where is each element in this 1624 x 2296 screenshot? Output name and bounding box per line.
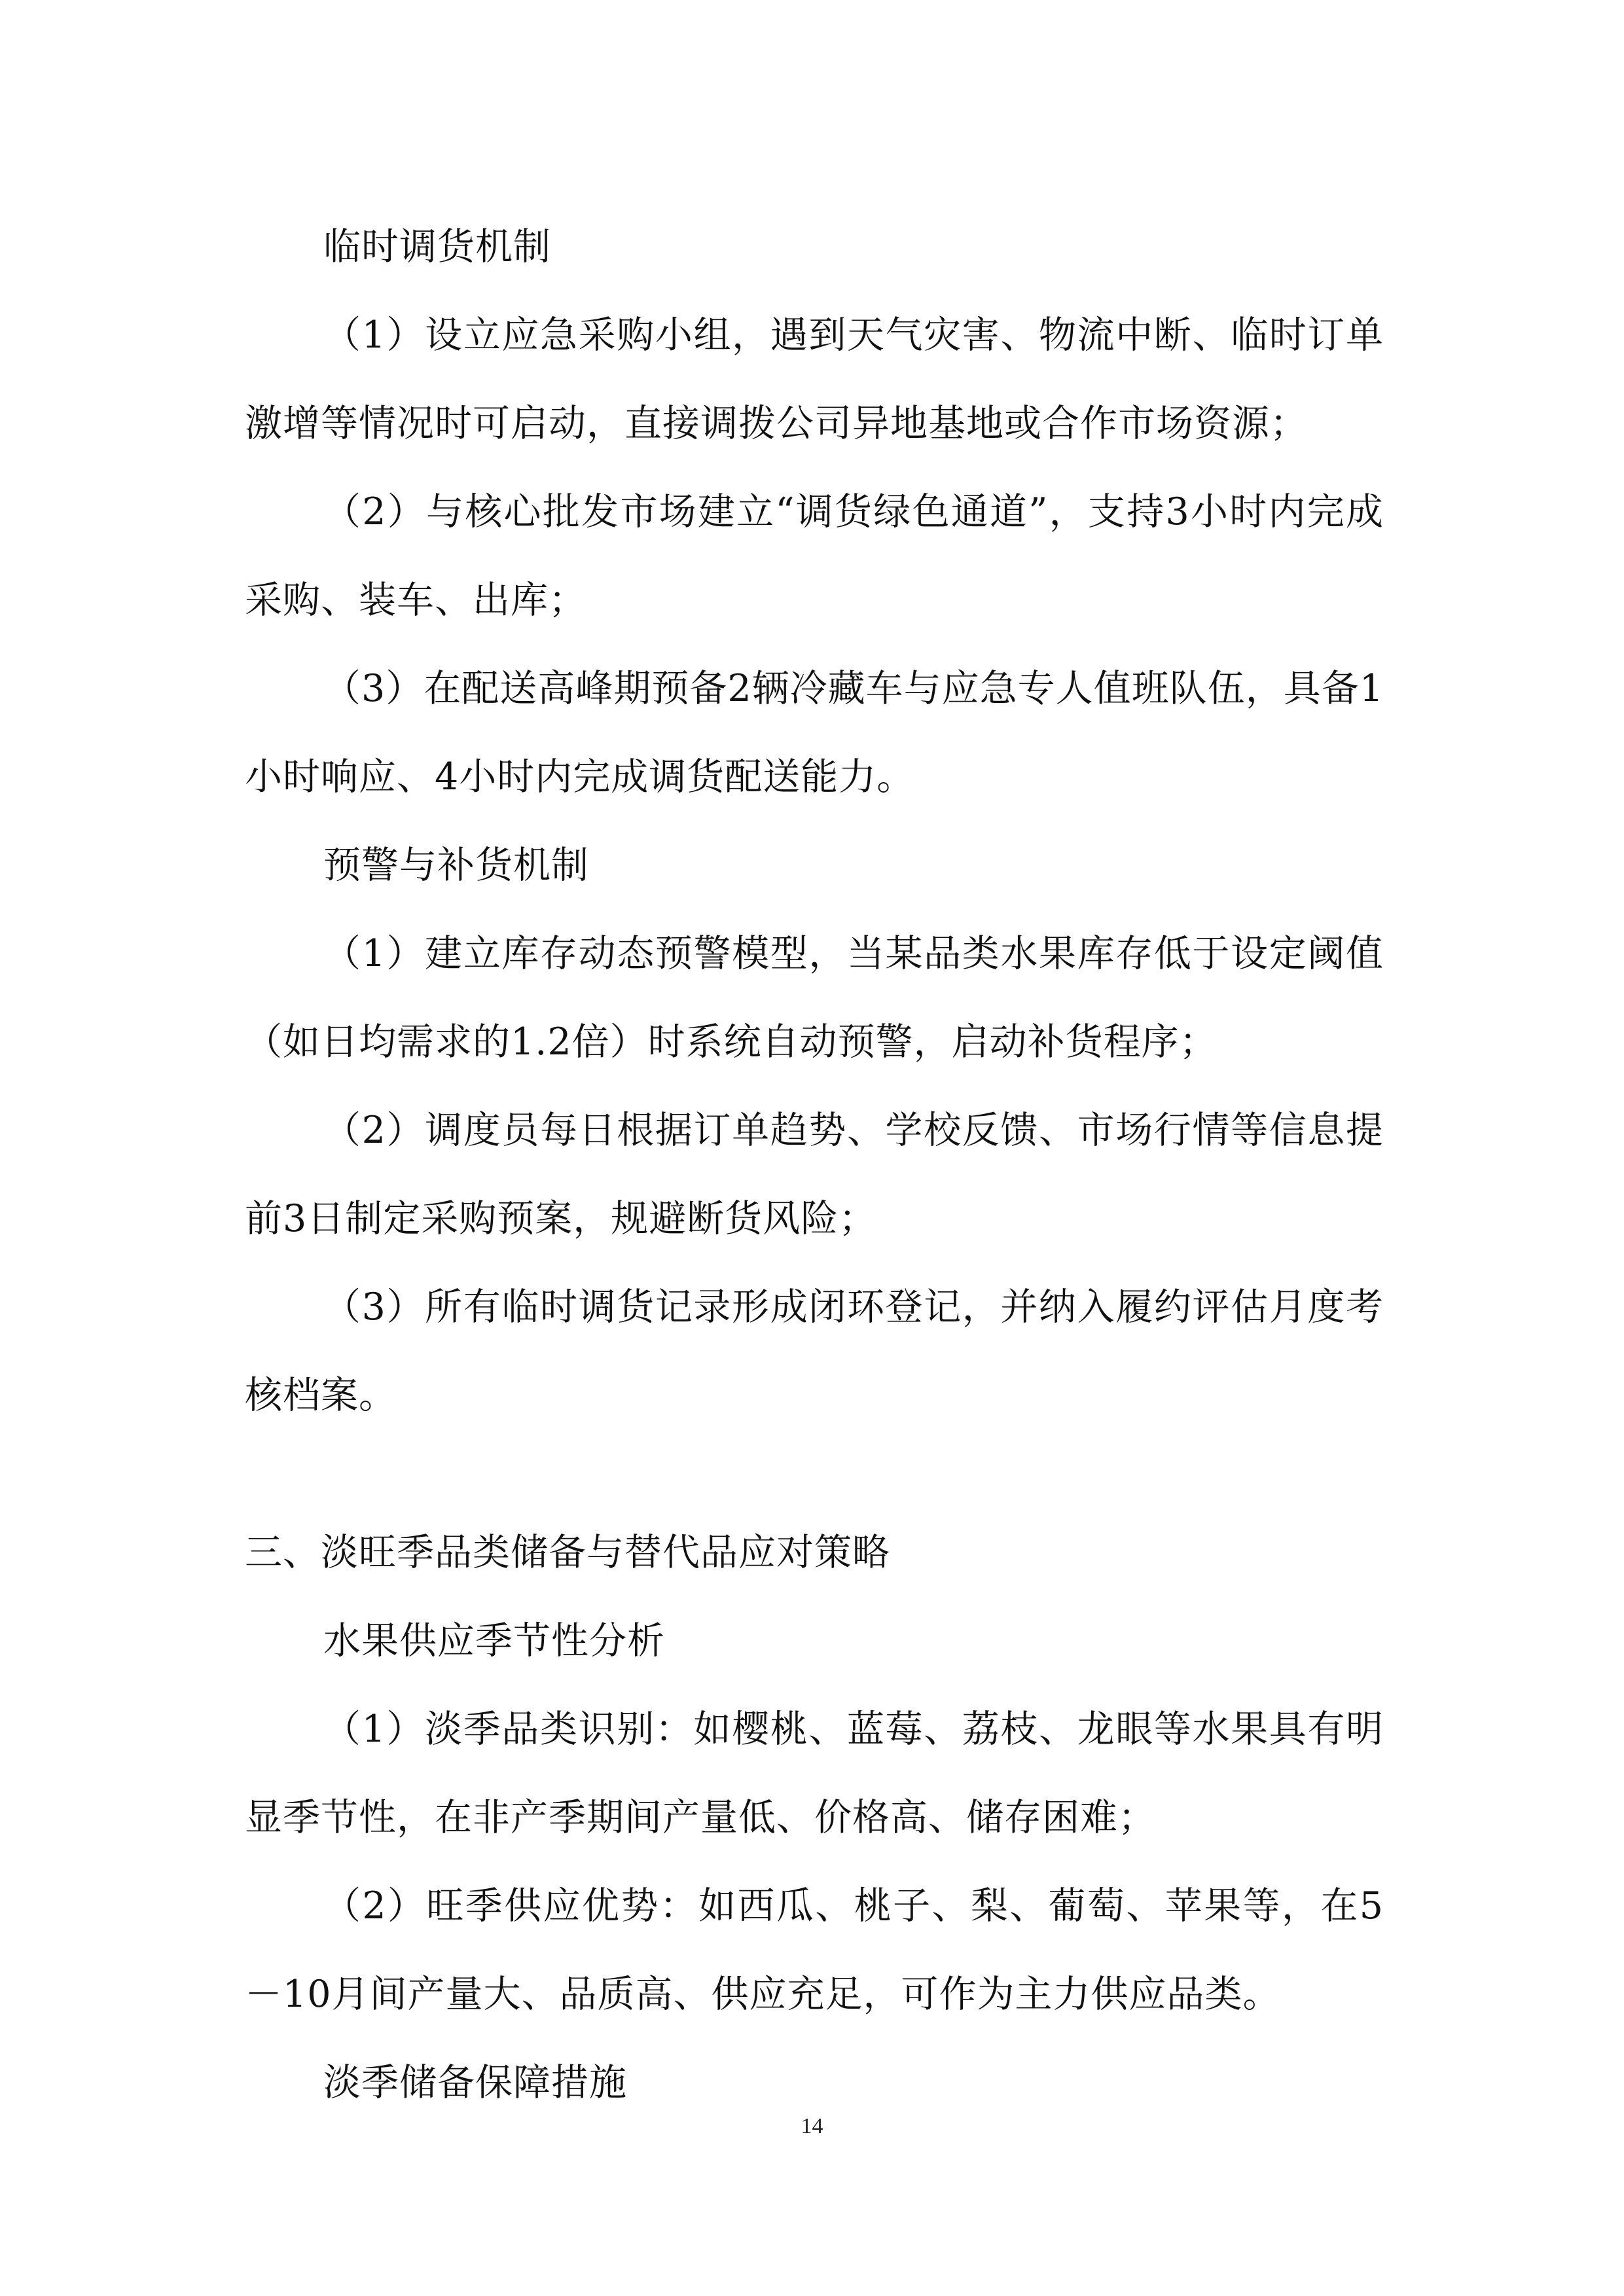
subheading-seasonal-analysis: 水果供应季节性分析 [323,1619,665,1662]
subheading-temporary-transfer: 临时调货机制 [323,225,551,268]
subheading-warning-replenishment: 预警与补货机制 [323,844,589,887]
list-item: （1）建立库存动态预警模型，当某品类水果库存低于设定阈值（如日均需求的1.2倍）时系统自动预警，启动补货程序； [245,932,1384,1064]
list-item: （2）与核心批发市场建立“调货绿色通道”，支持3小时内完成采购、装车、出库； [245,490,1384,622]
page-number: 14 [801,2114,823,2138]
list-item: （1）设立应急采购小组，遇到天气灾害、物流中断、临时订单激增等情况时可启动，直接调拨公司异地基地或合作市场资源； [245,314,1384,445]
list-item: （2）调度员每日根据订单趋势、学校反馈、市场行情等信息提前3日制定采购预案，规避断货风险； [245,1109,1384,1240]
list-item: （3）在配送高峰期预备2辆冷藏车与应急专人值班队伍，具备1小时响应、4小时内完成调货配送能力。 [245,667,1384,798]
page-content [245,203,1384,2127]
section-title: 三、淡旺季品类储备与替代品应对策略 [245,1531,890,1574]
list-item: （3）所有临时调货记录形成闭环登记，并纳入履约评估月度考核档案。 [245,1285,1384,1417]
list-item: （1）淡季品类识别：如樱桃、蓝莓、荔枝、龙眼等水果具有明显季节性，在非产季期间产量低、价格高、储存困难； [245,1708,1384,1839]
list-item: （2）旺季供应优势：如西瓜、桃子、梨、葡萄、苹果等，在5－10月间产量大、品质高、供应充足，可作为主力供应品类。 [245,1884,1384,2016]
subheading-off-season-reserve: 淡季储备保障措施 [323,2061,627,2104]
